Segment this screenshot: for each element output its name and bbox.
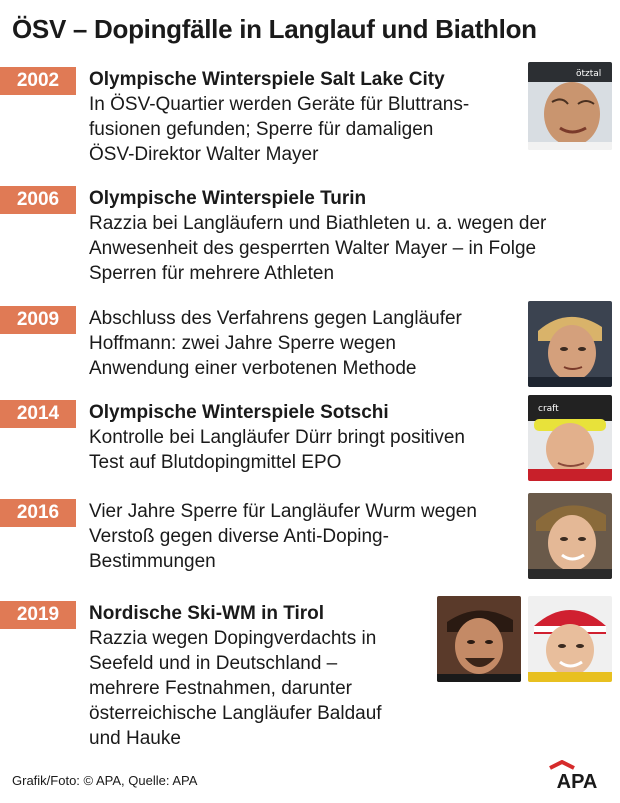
entry-line: Bestimmungen [89, 551, 216, 572]
entry-2019 [0, 601, 620, 751]
entry-line: Anwendung einer verbotenen Methode [89, 358, 417, 379]
athlete-photo [528, 301, 612, 387]
entry-line: Seefeld und in Deutschland – [89, 653, 338, 674]
entry-line: Verstoß gegen diverse Anti-Doping- [89, 526, 389, 547]
logo-text: APA [556, 771, 598, 790]
entry-line: Razzia bei Langläufern und Biathleten u. a. wegen der [89, 213, 547, 234]
athlete-photo [437, 596, 521, 682]
entry-text [89, 499, 519, 574]
year-badge: 2014 [0, 400, 76, 428]
athlete-photo [528, 493, 612, 579]
entry-heading: Olympische Winterspiele Sotschi [89, 402, 389, 423]
entry-line: ÖSV-Direktor Walter Mayer [89, 144, 319, 165]
entry-line: Sperren für mehrere Athleten [89, 263, 335, 284]
entry-text [89, 306, 519, 381]
entry-line: Anwesenheit des gesperrten Walter Mayer – in Folge [89, 238, 537, 259]
entry-2009 [0, 306, 620, 386]
entry-2002 [0, 67, 620, 167]
entry-2016 [0, 499, 620, 579]
athlete-photo [528, 62, 612, 150]
entry-line: Kontrolle bei Langläufer Dürr bringt positiven [89, 427, 465, 448]
entry-heading: Olympische Winterspiele Salt Lake City [89, 69, 445, 90]
year-badge: 2006 [0, 186, 76, 214]
entry-line: Test auf Blutdopingmittel EPO [89, 452, 342, 473]
entry-line: und Hauke [89, 728, 181, 749]
year-badge: 2002 [0, 67, 76, 95]
year-badge: 2019 [0, 601, 76, 629]
entry-text [89, 400, 519, 475]
entry-2014 [0, 400, 620, 480]
athlete-photo [528, 395, 612, 481]
entry-line: In ÖSV-Quartier werden Geräte für Bluttrans- [89, 94, 470, 115]
svg-text:ötztal: ötztal [576, 69, 602, 79]
entry-line: Hoffmann: zwei Jahre Sperre wegen [89, 333, 396, 354]
credit-footer: Grafik/Foto: © APA, Quelle: APA [12, 773, 198, 788]
svg-text:craft: craft [538, 404, 559, 414]
entry-line: österreichische Langläufer Baldauf [89, 703, 382, 724]
entry-2006 [0, 186, 620, 286]
entry-line: fusionen gefunden; Sperre für damaligen [89, 119, 434, 140]
entry-heading: Nordische Ski-WM in Tirol [89, 603, 325, 624]
year-badge: 2009 [0, 306, 76, 334]
entry-text [89, 186, 609, 286]
apa-logo [546, 760, 608, 790]
entry-line: Razzia wegen Dopingverdachts in [89, 628, 377, 649]
entry-heading: Olympische Winterspiele Turin [89, 188, 367, 209]
year-badge: 2016 [0, 499, 76, 527]
page-title: ÖSV – Dopingfälle in Langlauf und Biathlon [12, 14, 537, 44]
athlete-photo [528, 596, 612, 682]
entry-line: mehrere Festnahmen, darunter [89, 678, 352, 699]
entry-line: Vier Jahre Sperre für Langläufer Wurm wegen [89, 501, 477, 522]
entry-line: Abschluss des Verfahrens gegen Langläufer [89, 308, 462, 329]
entry-text [89, 67, 519, 167]
